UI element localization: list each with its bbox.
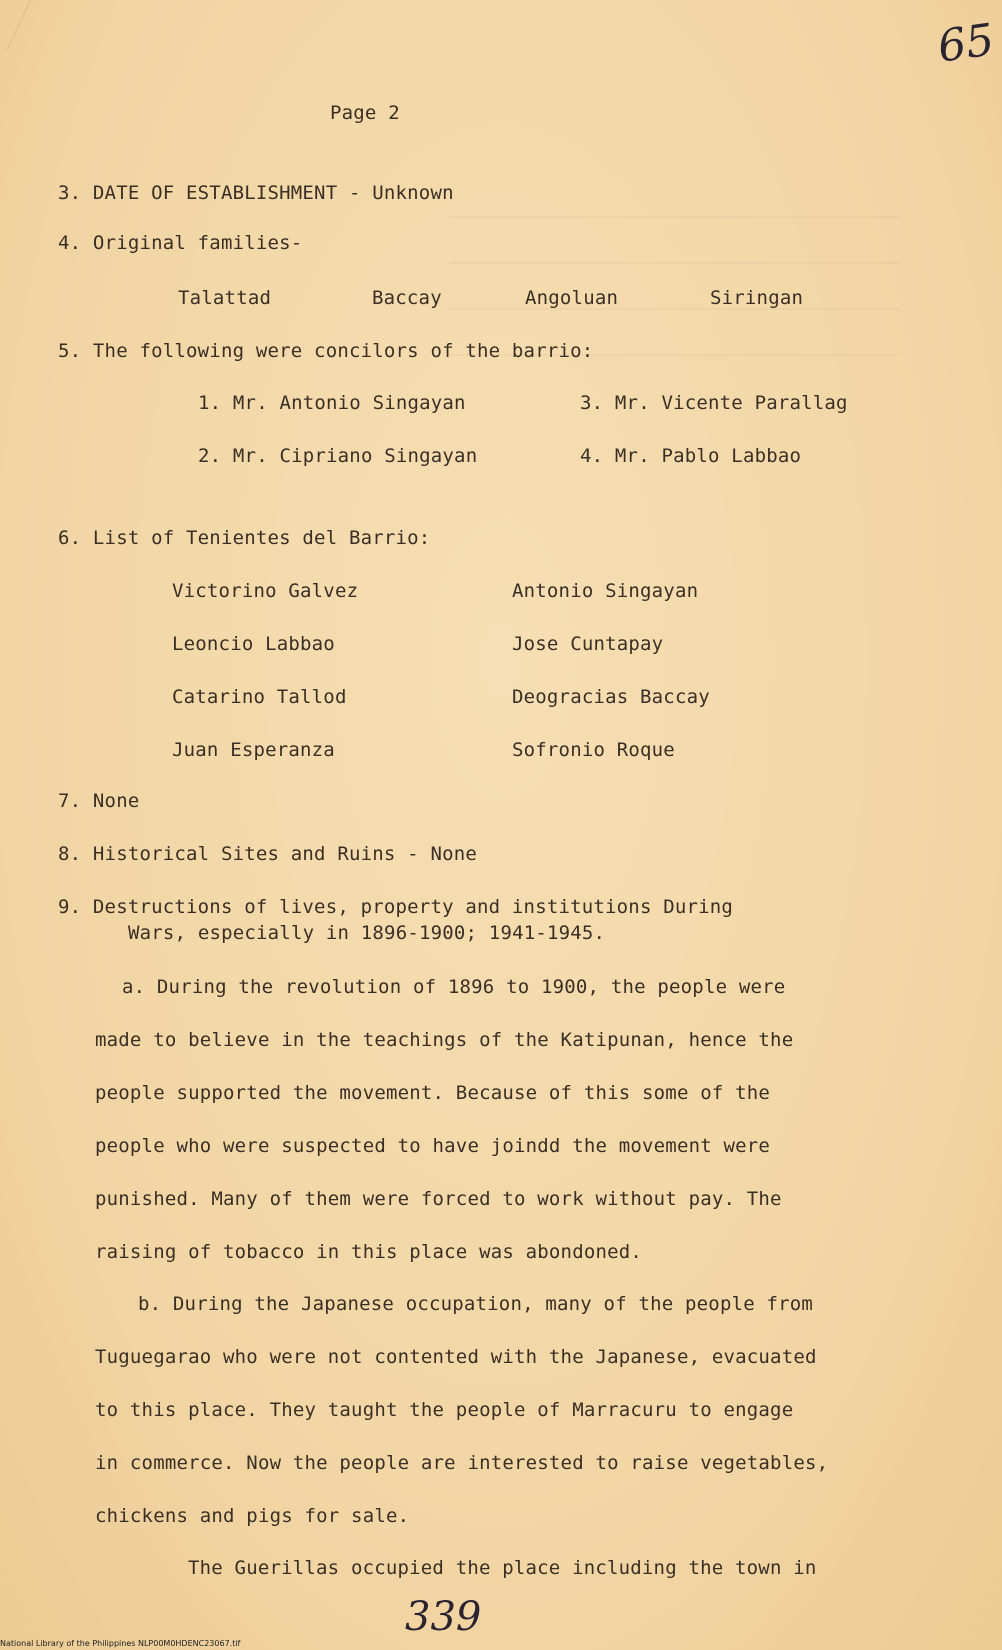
item-9-heading-line1: 9. Destructions of lives, property and institutions During: [58, 896, 734, 918]
concilor-entry: 1. Mr. Antonio Singayan: [198, 392, 466, 414]
teniente-name: Leoncio Labbao: [172, 633, 335, 655]
paragraph-a-line: made to believe in the teachings of the Katipunan, hence the: [95, 1029, 794, 1051]
concilor-entry: 4. Mr. Pablo Labbao: [580, 445, 802, 467]
item-6-tenientes: 6. List of Tenientes del Barrio:: [58, 527, 431, 549]
item-7: 7. None: [58, 790, 140, 812]
paragraph-c-line: The Guerillas occupied the place including the town in: [188, 1557, 817, 1579]
teniente-name: Jose Cuntapay: [512, 633, 664, 655]
paragraph-a-line: people who were suspected to have joindd the movement were: [95, 1135, 771, 1157]
teniente-name: Juan Esperanza: [172, 739, 335, 761]
paragraph-b-line: in commerce. Now the people are interested to raise vegetables,: [95, 1452, 829, 1474]
paragraph-a-line: punished. Many of them were forced to work without pay. The: [95, 1188, 782, 1210]
paragraph-a-line: people supported the movement. Because of this some of the: [95, 1082, 771, 1104]
page-label: Page 2: [330, 102, 400, 124]
paragraph-b-line: Tuguegarao who were not contented with the Japanese, evacuated: [95, 1346, 817, 1368]
family-name: Baccay: [372, 287, 442, 309]
item-4-original-families: 4. Original families-: [58, 232, 303, 254]
teniente-name: Catarino Tallod: [172, 686, 347, 708]
family-name: Siringan: [710, 287, 804, 309]
concilor-entry: 3. Mr. Vicente Parallag: [580, 392, 848, 414]
page-corner-fold: [0, 0, 31, 50]
teniente-name: Antonio Singayan: [512, 580, 699, 602]
paragraph-a-line: a. During the revolution of 1896 to 1900, the people were: [122, 976, 786, 998]
paragraph-b-line: b. During the Japanese occupation, many of the people from: [138, 1293, 814, 1315]
paragraph-a-line: raising of tobacco in this place was abondoned.: [95, 1241, 643, 1263]
teniente-name: Victorino Galvez: [172, 580, 359, 602]
item-9-heading-line2: Wars, especially in 1896-1900; 1941-1945.: [128, 922, 606, 944]
item-8-historical-sites: 8. Historical Sites and Ruins - None: [58, 843, 478, 865]
paragraph-b-line: to this place. They taught the people of Marracuru to engage: [95, 1399, 794, 1421]
item-3-date-of-establishment: 3. DATE OF ESTABLISHMENT - Unknown: [58, 182, 454, 204]
teniente-name: Sofronio Roque: [512, 739, 675, 761]
corner-handwritten-number: 65: [934, 14, 998, 73]
paragraph-b-line: chickens and pigs for sale.: [95, 1505, 410, 1527]
family-name: Angoluan: [525, 287, 619, 309]
concilor-entry: 2. Mr. Cipriano Singayan: [198, 445, 478, 467]
handwritten-page-number: 339: [405, 1594, 482, 1640]
teniente-name: Deogracias Baccay: [512, 686, 710, 708]
item-5-concilors: 5. The following were concilors of the barrio:: [58, 340, 594, 362]
family-name: Talattad: [178, 287, 272, 309]
archive-footer: National Library of the Philippines NLP00M0HDENC23067.tif: [0, 1639, 241, 1648]
